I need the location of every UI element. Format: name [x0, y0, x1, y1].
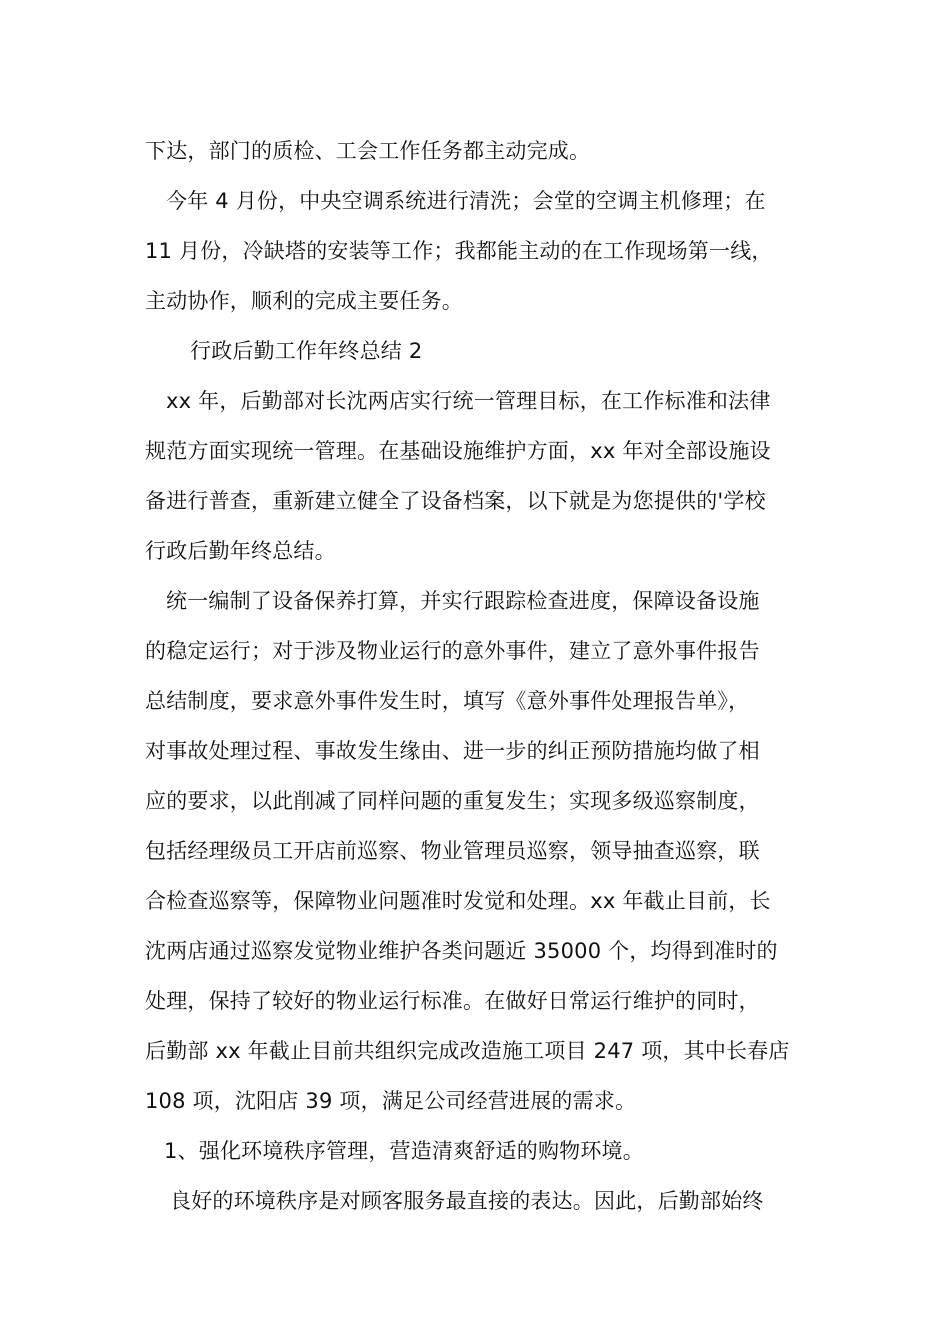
paragraph-line: 规范方面实现统一管理。在基础设施维护方面，xx 年对全部设施设	[145, 439, 771, 463]
paragraph-line: 主动协作，顺利的完成主要任务。	[145, 289, 463, 313]
paragraph-line: 的稳定运行；对于涉及物业运行的意外事件，建立了意外事件报告	[145, 639, 760, 663]
numbered-item: 1、强化环境秩序管理，营造清爽舒适的购物环境。	[164, 1139, 644, 1163]
paragraph-line: xx 年，后勤部对长沈两店实行统一管理目标，在工作标准和法律	[166, 389, 771, 413]
paragraph-line: 下达，部门的质检、工会工作任务都主动完成。	[145, 139, 591, 163]
paragraph-line: 包括经理级员工开店前巡察、物业管理员巡察，领导抽查巡察，联	[145, 839, 760, 863]
paragraph-line: 备进行普查，重新建立健全了设备档案，以下就是为您提供的'学校	[145, 489, 766, 513]
paragraph-line: 11 月份，冷缺塔的安装等工作；我都能主动的在工作现场第一线，	[145, 239, 773, 263]
paragraph-line: 总结制度，要求意外事件发生时，填写《意外事件处理报告单》，	[145, 689, 750, 713]
paragraph-line: 108 项，沈阳店 39 项，满足公司经营进展的需求。	[145, 1089, 637, 1113]
paragraph-line: 后勤部 xx 年截止目前共组织完成改造施工项目 247 项，其中长春店	[145, 1039, 790, 1063]
section-heading: 行政后勤工作年终总结 2	[190, 339, 423, 363]
paragraph-line: 良好的环境秩序是对顾客服务最直接的表达。因此，后勤部始终	[170, 1189, 764, 1213]
paragraph-line: 合检查巡察等，保障物业问题准时发觉和处理。xx 年截止目前，长	[145, 889, 771, 913]
paragraph-line: 今年 4 月份，中央空调系统进行清洗；会堂的空调主机修理；在	[166, 189, 766, 213]
paragraph-line: 处理，保持了较好的物业运行标准。在做好日常运行维护的同时，	[145, 989, 760, 1013]
paragraph-line: 对事故处理过程、事故发生缘由、进一步的纠正预防措施均做了相	[145, 739, 760, 763]
paragraph-line: 沈两店通过巡察发觉物业维护各类问题近 35000 个，均得到准时的	[145, 939, 778, 963]
paragraph-line: 应的要求，以此削减了同样问题的重复发生；实现多级巡察制度，	[145, 789, 760, 813]
paragraph-line: 统一编制了设备保养打算，并实行跟踪检查进度，保障设备设施	[166, 589, 760, 613]
paragraph-line: 行政后勤年终总结。	[145, 539, 336, 563]
